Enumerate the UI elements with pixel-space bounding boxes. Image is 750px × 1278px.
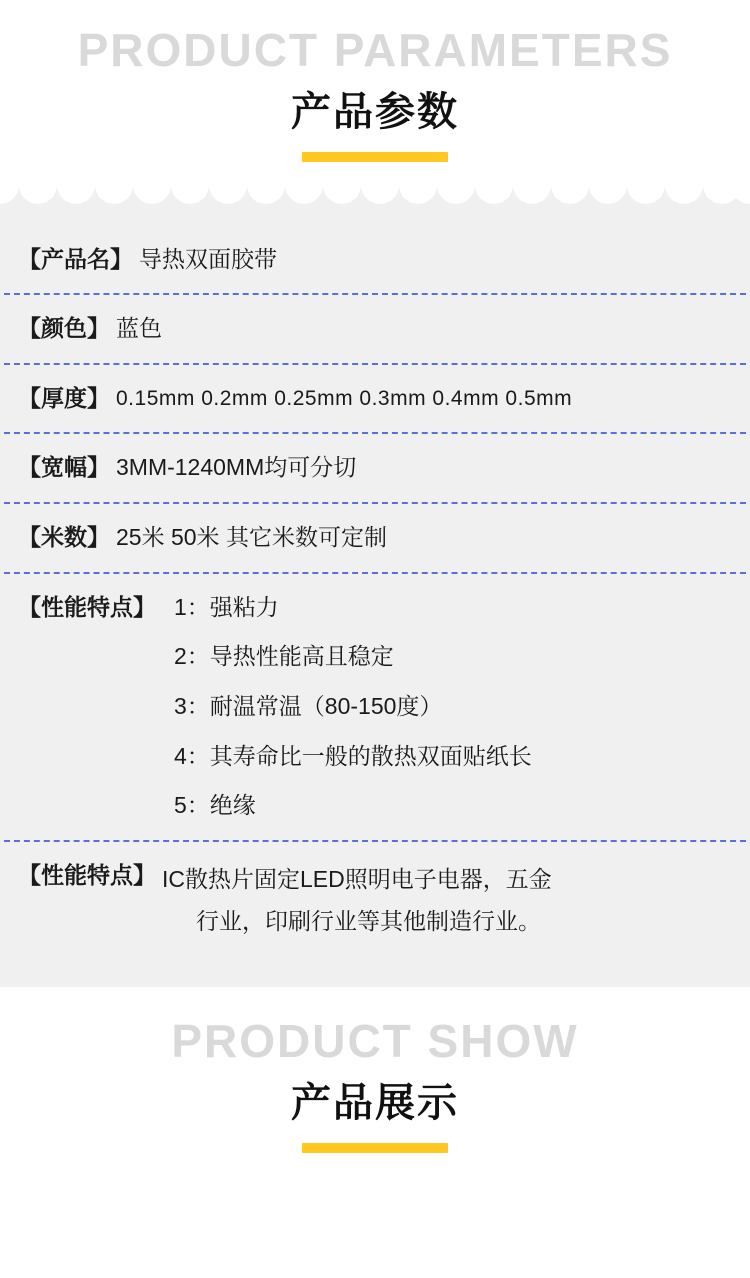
row-label: 【性能特点】 <box>18 593 156 620</box>
title-underline <box>302 152 448 162</box>
footer-title-cn: 产品展示 <box>291 1080 459 1125</box>
table-row-features <box>4 574 746 842</box>
list-item: 2：导热性能高且稳定 <box>174 643 394 670</box>
row-label: 【厚度】 <box>18 384 110 411</box>
row-label: 【性能特点】 <box>18 861 156 888</box>
page-header <box>0 0 750 162</box>
parameters-panel <box>0 186 750 988</box>
row-value: 蓝色 <box>116 315 162 342</box>
row-label: 【米数】 <box>18 524 110 551</box>
row-value: 3MM-1240MM均可分切 <box>116 454 357 481</box>
list-item: 1：强粘力 <box>174 593 279 620</box>
table-row <box>4 434 746 504</box>
row-label: 【颜色】 <box>18 315 110 342</box>
features-list <box>156 590 732 824</box>
table-row-application <box>4 842 746 959</box>
footer-title-underline <box>302 1143 448 1153</box>
page-footer-header <box>0 987 750 1153</box>
table-row <box>4 504 746 574</box>
page-title-cn: 产品参数 <box>291 89 459 134</box>
row-label: 【宽幅】 <box>18 454 110 481</box>
application-line-2: 行业，印刷行业等其他制造行业。 <box>196 908 541 935</box>
application-line-1: IC散热片固定LED照明电子电器，五金 <box>162 865 552 892</box>
table-row <box>4 365 746 435</box>
list-item: 4：其寿命比一般的散热双面贴纸长 <box>174 742 532 769</box>
table-row <box>4 295 746 365</box>
page-title-en: PRODUCT PARAMETERS <box>77 24 673 76</box>
list-item: 3：耐温常温（80-150度） <box>174 692 443 719</box>
table-row <box>4 226 746 296</box>
footer-title-en: PRODUCT SHOW <box>171 1015 579 1067</box>
row-value: 0.15mm 0.2mm 0.25mm 0.3mm 0.4mm 0.5mm <box>116 386 573 410</box>
scalloped-edge-decoration <box>0 185 750 205</box>
row-value: 25米 50米 其它米数可定制 <box>116 524 387 551</box>
row-label: 【产品名】 <box>18 245 133 272</box>
parameter-rows <box>0 226 750 960</box>
application-text <box>156 858 732 943</box>
row-value: 导热双面胶带 <box>139 245 277 272</box>
list-item: 5：绝缘 <box>174 792 256 819</box>
